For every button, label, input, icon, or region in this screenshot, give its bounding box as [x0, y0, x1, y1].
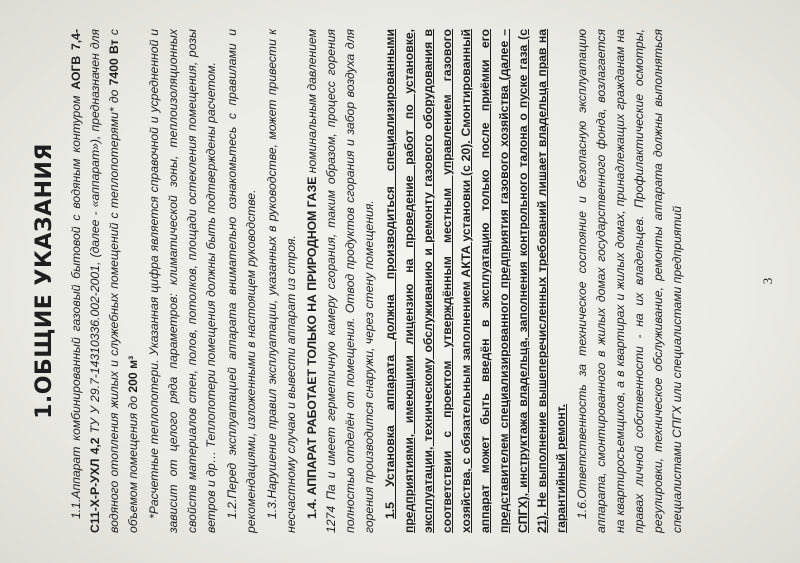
text-run: 11	[88, 511, 102, 525]
text-run: 1.5 Установка аппарата должна производиться специализированными предприятиями, имеющими лицензию на проведение работ по установке, эксплуатации, техническому обслуживанию и ремонту газового оборудования в соответствии с проектом утверждённым местным управлением газового хозяйства, с обязательным заполнением АКТА установки (с 20). Смонтированный аппарат может быть введён в эксплуатацию только после приёмки его представителем специализированного предприятия газового хозяйства (далее – СПГХ), инструктажа владельца, заполнения контрольного талона о пуске газа (с 21). Не выполнение вышеперечисленных требований лишает владельца прав на гарантийный ремонт.	[383, 29, 568, 533]
document-page	[10, 11, 790, 551]
paragraph-p1_2	[223, 29, 261, 533]
text-run: 1.1.Аппарат комбинированный газовый бытовой с водяным контуром	[69, 89, 83, 519]
text-run: -Х-Р-УХЛ 4,2	[88, 437, 102, 512]
text-run: 7400 Вт	[107, 39, 121, 86]
text-run: с объемом помещения до	[107, 28, 140, 533]
text-run: АОГВ 7,4-С	[69, 28, 102, 533]
paragraph-p1_6	[573, 29, 687, 533]
paragraphs	[67, 11, 687, 551]
section-title: 1.ОБЩИЕ УКАЗАНИЯ	[32, 143, 57, 419]
text-run: 1.6.Ответственность за техническое состояние и безопасную эксплуатацию аппарата, смонтированного в жилых домах государственного фонда, возлагается на квартиросъемщиков, а в квартирах и жилых домах, принадлежащих гражданам на правах личной собственности - на их владельцев. Профилактические осмотры, регулировки, техническое обслуживание, ремонты аппарата должны выполняться специалистами СПГХ или специалистами предприятий	[575, 29, 684, 533]
text-run: 1.4. АППАРАТ РАБОТАЕТ ТОЛЬКО НА ПРИРОДНОМ ГАЗЕ	[305, 176, 319, 519]
paragraph-p_note	[145, 29, 221, 533]
text-run: номинальным давлением 1274 Па и имеет герметичную камеру сгорания, таким образом, процесс горения полностью отделён от помещения. Отвод продуктов сгорания и забор воздуха для горения производится снаружи, через стену помещения.	[305, 28, 376, 533]
page-number: 3	[760, 277, 775, 285]
text-run: ТУ У 29.7-14310336.002-2001, (далее - «аппарат»), предназначен для водяного отопления жилых и служебных помещений с теплопотерями* до	[88, 29, 121, 533]
text-run: 1.2.Перед эксплуатацией аппарата внимательно ознакомьтесь с правилами и рекомендациями, изложенными в настоящем руководстве.	[225, 29, 258, 533]
paragraph-p1_4	[303, 29, 379, 533]
paragraph-p1_3	[263, 29, 301, 533]
paragraph-p1_5	[381, 29, 571, 533]
paragraph-p1_1	[67, 29, 143, 533]
text-run: 200 м³	[126, 355, 140, 393]
text-run: *Расчетные теплопотери. Указанная цифра является справочной и усредненной и зависит от целого ряда параметров: климатической зоны, теплоизоляционных свойств материалов стен, полов, потолков, площади остекления помещения, розы ветров и др… Теплопотери помещения должны быть подтверждены расчетом.	[147, 29, 218, 533]
text-run: 1.3.Нарушение правил эксплуатации, указанных в руководстве, может привести к несчастному случаю и вывести аппарат из строя.	[265, 29, 298, 533]
